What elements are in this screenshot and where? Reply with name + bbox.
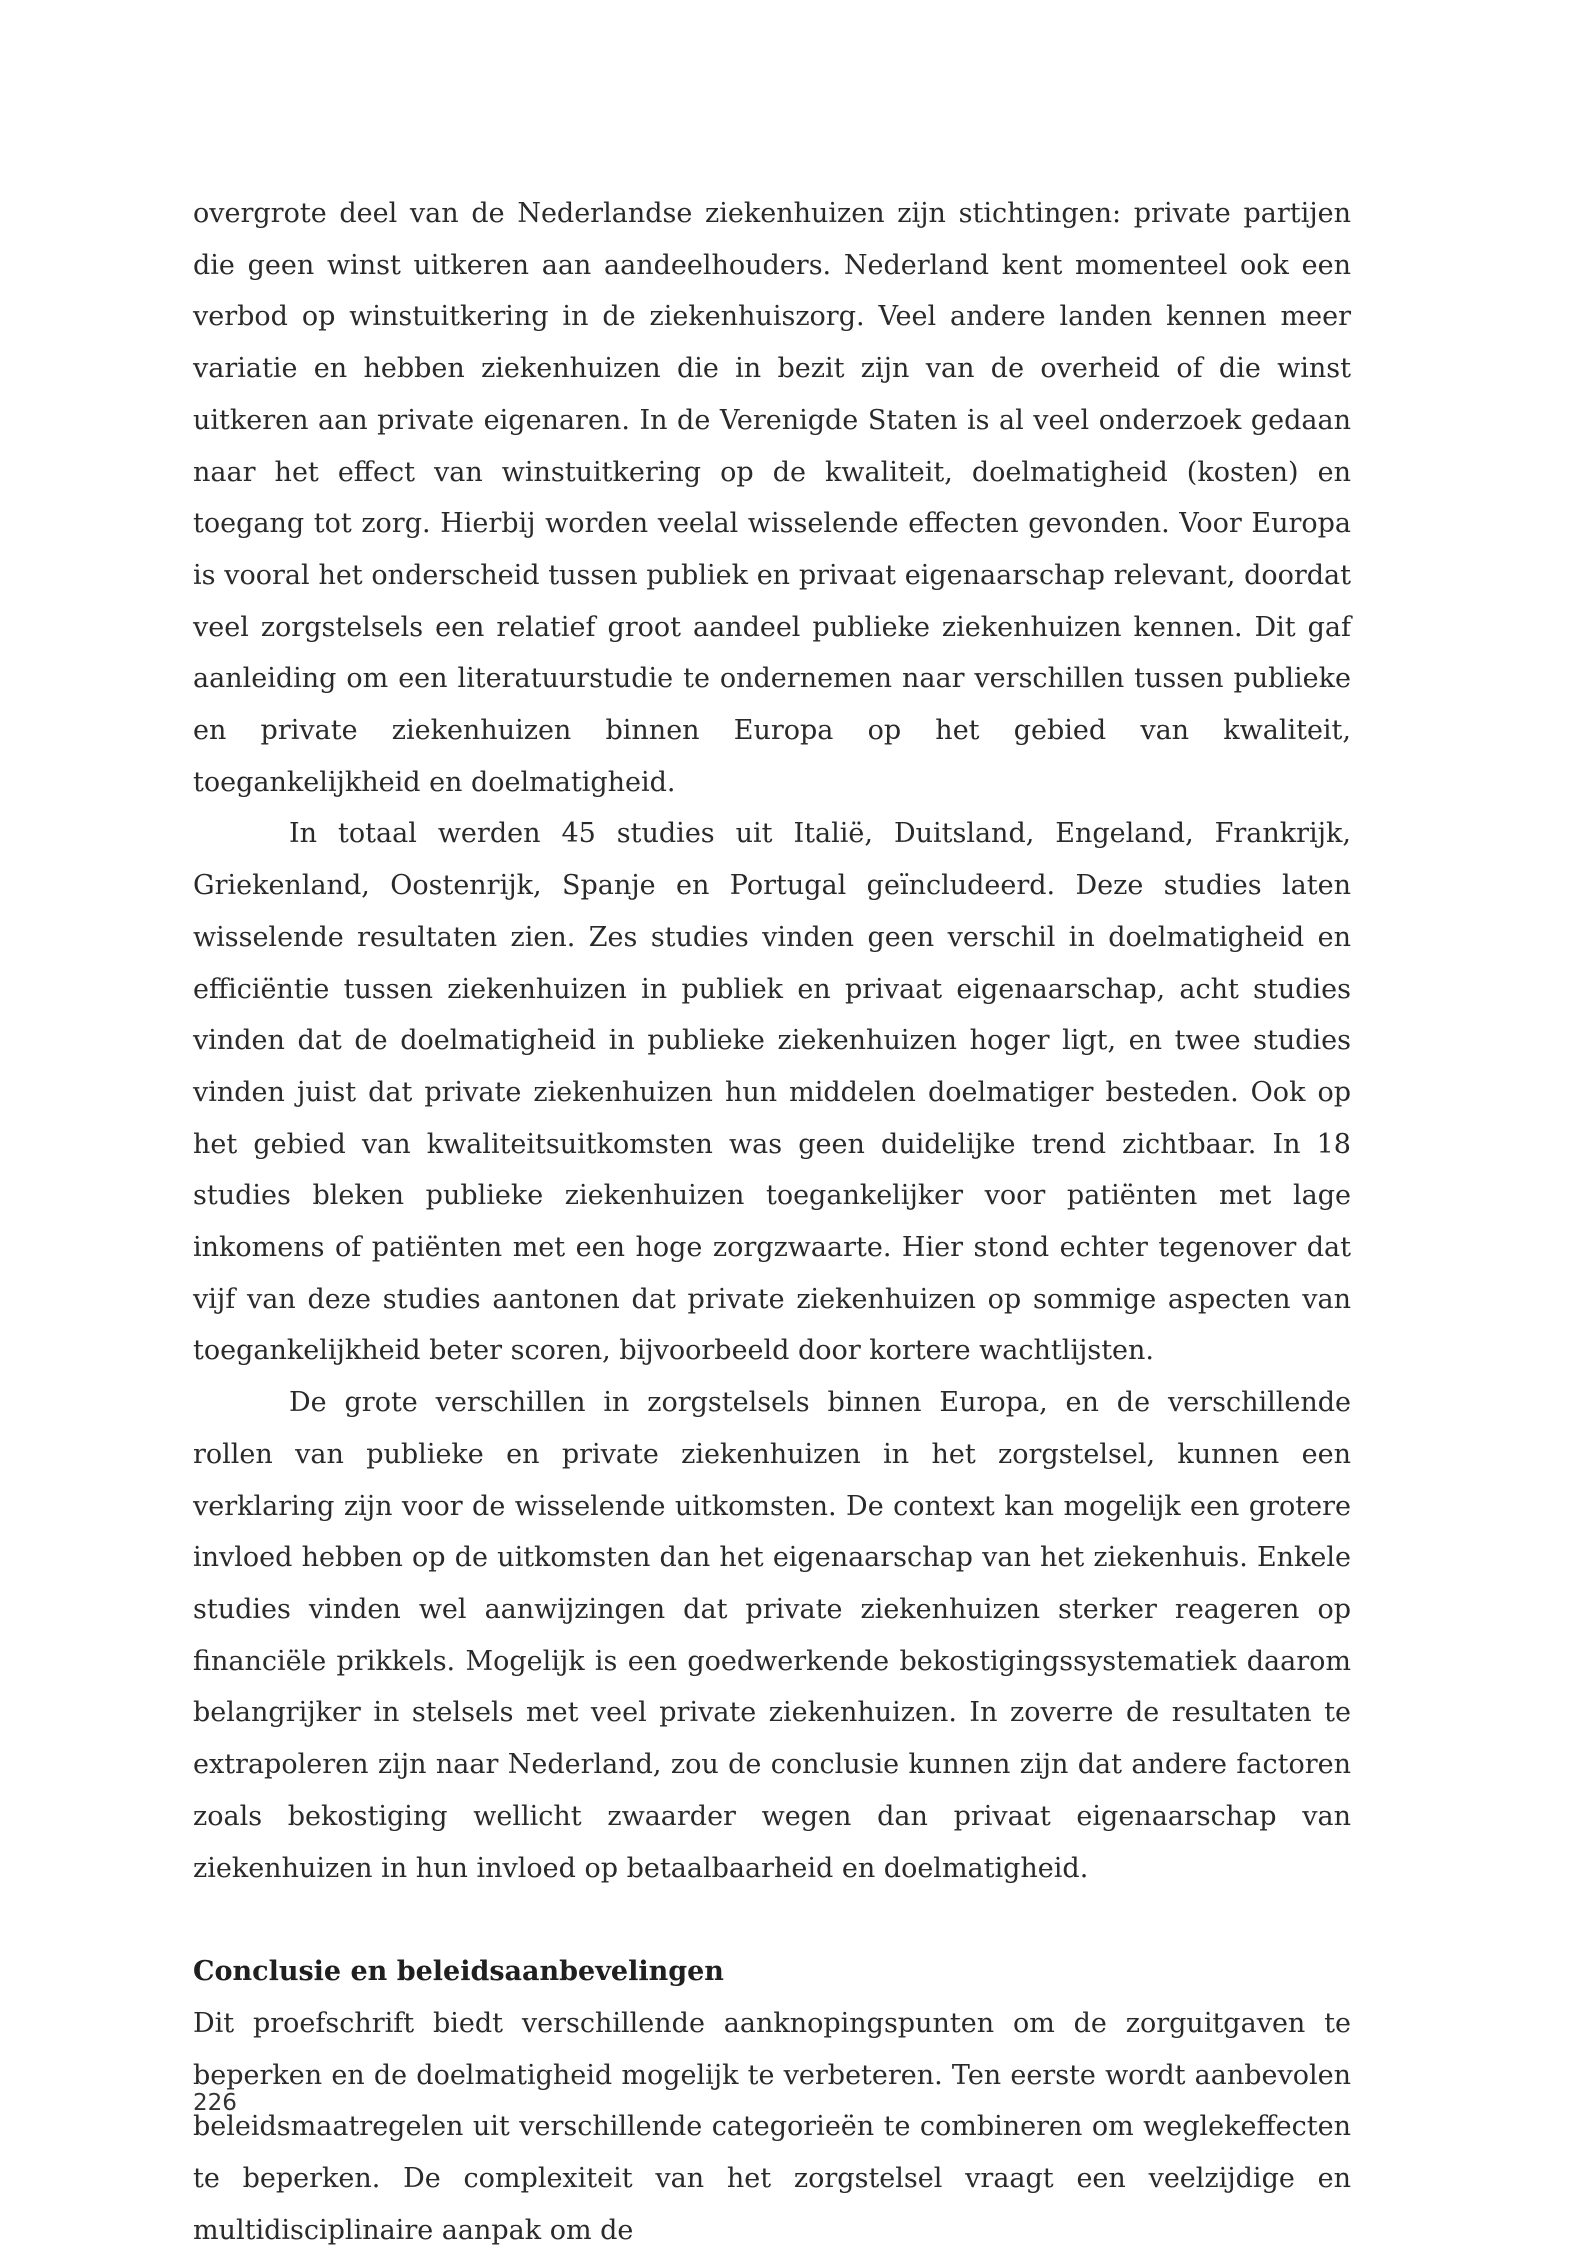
paragraph-conclusion: Dit proefschrift biedt verschillende aanknopingspunten om de zorguitgaven te beperken en de doelmatigheid mogelijk te verbeteren. Ten eerste wordt aanbevolen beleidsmaatregelen uit verschillende categorieën te combineren om weglekeffecten te beperken. De complexiteit van het zorgstelsel vraagt een veelzijdige en multidisciplinaire aanpak om de	[193, 2007, 1351, 2246]
section-heading: Conclusie en beleidsaanbevelingen	[193, 1956, 724, 1988]
paragraph-context-differences: De grote verschillen in zorgstelsels binnen Europa, en de verschillende rollen van publieke en private ziekenhuizen in het zorgstelsel, kunnen een verklaring zijn voor de wisselende uitkomsten. De context kan mogelijk een grotere invloed hebben op de uitkomsten dan het eigenaarschap van het ziekenhuis. Enkele studies vinden wel aanwijzingen dat private ziekenhuizen sterker reageren op financiële prikkels. Mogelijk is een goedwerkende bekostigingssystematiek daarom belangrijker in stelsels met veel private ziekenhuizen. In zoverre de resultaten te extrapoleren zijn naar Nederland, zou de conclusie kunnen zijn dat andere factoren zoals bekostiging wellicht zwaarder wegen dan privaat eigenaarschap van ziekenhuizen in hun invloed op betaalbaarheid en doelmatigheid.	[193, 1387, 1351, 1884]
paragraph-continued: overgrote deel van de Nederlandse ziekenhuizen zijn stichtingen: private partijen die geen winst uitkeren aan aandeelhouders. Nederland kent momenteel ook een verbod op winstuitkering in de ziekenhuiszorg. Veel andere landen kennen meer variatie en hebben ziekenhuizen die in bezit zijn van de overheid of die winst uitkeren aan private eigenaren. In de Verenigde Staten is al veel onderzoek gedaan naar het effect van winstuitkering op de kwaliteit, doelmatigheid (kosten) en toegang tot zorg. Hierbij worden veelal wisselende effecten gevonden. Voor Europa is vooral het onderscheid tussen publiek en privaat eigenaarschap relevant, doordat veel zorgstelsels een relatief groot aandeel publieke ziekenhuizen kennen. Dit gaf aanleiding om een literatuurstudie te ondernemen naar verschillen tussen publieke en private ziekenhuizen binnen Europa op het gebied van kwaliteit, toegankelijkheid en doelmatigheid.	[193, 198, 1351, 798]
paragraph-studies-results: In totaal werden 45 studies uit Italië, Duitsland, Engeland, Frankrijk, Griekenland, Oostenrijk, Spanje en Portugal geïncludeerd. Deze studies laten wisselende resultaten zien. Zes studies vinden geen verschil in doelmatigheid en efficiëntie tussen ziekenhuizen in publiek en privaat eigenaarschap, acht studies vinden dat de doelmatigheid in publieke ziekenhuizen hoger ligt, en twee studies vinden juist dat private ziekenhuizen hun middelen doelmatiger besteden. Ook op het gebied van kwaliteitsuitkomsten was geen duidelijke trend zichtbaar. In 18 studies bleken publieke ziekenhuizen toegankelijker voor patiënten met lage inkomens of patiënten met een hoge zorgzwaarte. Hier stond echter tegenover dat vijf van deze studies aantonen dat private ziekenhuizen op sommige aspecten van toegankelijkheid beter scoren, bijvoorbeeld door kortere wachtlijsten.	[193, 818, 1351, 1367]
body-text	[193, 188, 1351, 2256]
page-number: 226	[193, 2090, 237, 2116]
